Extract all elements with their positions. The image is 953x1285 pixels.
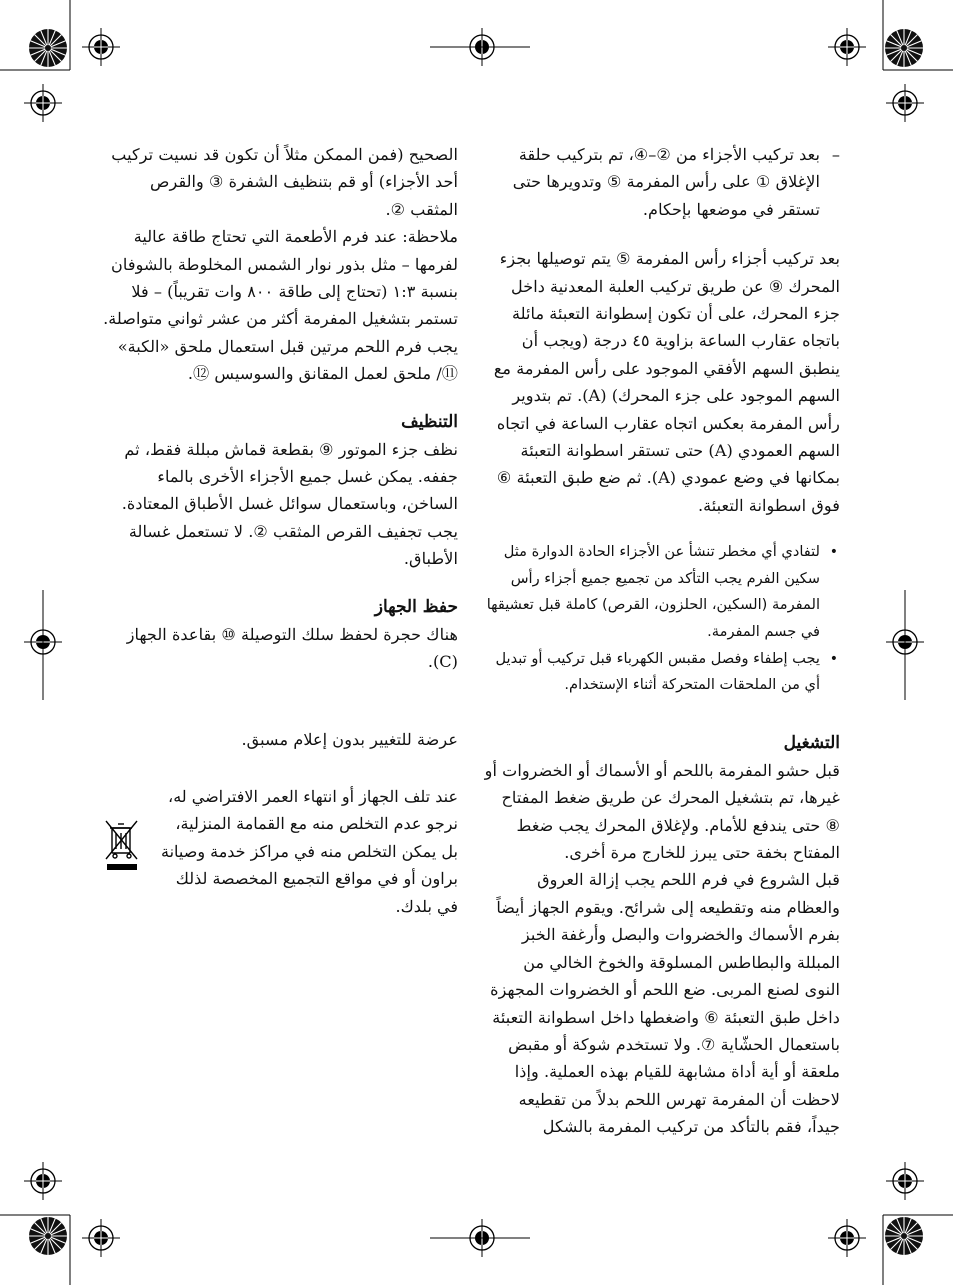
crossed-out-wheelie-bin-icon bbox=[104, 819, 140, 873]
operation-paragraph-1: قبل حشو المفرمة باللحم أو الأسماك أو الخضروات أو غيرها، تم بتشغيل المحرك عن طريق ضغط المفتاح ⑧ حتى يندفع للأمام. ولإغلاق المحرك يجب ضغط المفتاح بخفة حتى يبرز للخارج مرة أخرى. bbox=[484, 760, 840, 863]
note-paragraph: ملاحظة: عند فرم الأطعمة التي تحتاج طاقة عالية لفرمها – مثل بذور نوار الشمس المخلوطة بالشوفان بنسبة ١:٣ (تحتاج إلى طاقة ٨٠٠ وات تقريباً) – فلا تستمر بتشغيل المفرمة أكثر من عشر ثواني متواصلة. bbox=[103, 227, 458, 329]
assembly-step-text: بعد تركيب الأجزاء من ②–④، تم بتركيب حلقة الإغلاق ① على رأس المفرمة ⑤ وتدويرها حتى تستقر في موضعها بإحكام. bbox=[512, 145, 820, 219]
operation-heading: التشغيل bbox=[783, 732, 840, 753]
assembly-step-item bbox=[484, 141, 840, 223]
assembly-paragraph: بعد تركيب أجزاء رأس المفرمة ⑤ يتم توصيلها بجزء المحرك ⑨ عن طريق تركيب العلبة المعدنية داخل جزء المحرك، على أن تكون إسطوانة التعبئة مائلة باتجاه عقارب الساعة بزاوية ٤٥ درجة (ويجب أن ينطبق السهم الأفقي الموجود على رأس المفرمة مع السهم الموجود على جزء المحرك) (A). تم بتدوير رأس المفرمة بعكس اتجاه عقارب الساعة في اتجاه السهم العمودي (A) حتى تستقر اسطوانة التعبئة بمكانها في وضع عمودي (A). ثم ضع طبق التعبئة ⑥ فوق اسطوانة التعبئة. bbox=[493, 249, 840, 515]
storage-paragraph: هناك حجرة لحفظ سلك التوصيلة ⑩ بقاعدة الجهاز (C). bbox=[126, 624, 458, 672]
list-item: • لتفادي أي مخطر تنشأ عن الأجزاء الحادة الدوارة مثل سكين الفرم يجب التأكد من تجميع جميع أجزاء رأس المفرمة (السكين، الحلزون، القرص) كاملة قبل تعشيقها في جسم المفرمة. bbox=[484, 539, 820, 645]
kebbe-paragraph: يجب فرم اللحم مرتين قبل استعمال ملحق «الكبة» ⑪/ ملحق لعمل المقانق والسوسيس ⑫. bbox=[117, 336, 458, 384]
list-dash: – bbox=[831, 145, 840, 164]
left-column bbox=[100, 141, 458, 753]
disposal-notice bbox=[100, 783, 458, 916]
operation-paragraph-2: قبل الشروع في فرم اللحم يجب إزالة العروق والعظام منه وتقطيعه إلى شرائح. ويقوم الجهاز أيضاً بفرم الأسماك والخضروات والبصل وأرغفة الخبز المبللة والبطاطس المسلوقة والخوخ الخالي من النوى لصنع المربى. ضع اللحم أو الخضروات المجهزة داخل طبق التعبئة ⑥ واضغطها داخل اسطوانة التعبئة باستعمال الحشّاية ⑦. ولا تستخدم شوكة أو مقبض ملعقة أو أية أداة مشابهة للقيام بهذه العملية. وإذا لاحظت أن المفرمة تهرس اللحم بدلاً من تقطيعه جيداً، فقم بالتأكد من تركيب المفرمة بالشكل bbox=[490, 870, 840, 1137]
storage-heading: حفظ الجهاز bbox=[374, 596, 458, 617]
continuation-paragraph: الصحيح (فمن الممكن مثلاً أن تكون قد نسيت تركيب أحد الأجزاء) أو قم بتنظيف الشفرة ③ والقرص المثقب ②. bbox=[111, 145, 458, 219]
list-item: • يجب إطفاء وفصل مقبس الكهرباء قبل تركيب أو تبديل أي من الملحقات المتحركة أثناء الإستخدام. bbox=[484, 646, 820, 699]
right-column bbox=[484, 141, 840, 1141]
disposal-text: عند تلف الجهاز أو انتهاء العمر الافتراضي له، نرجو عدم التخلص منه مع القمامة المنزلية، بل يمكن التخلص منه في مراكز خدمة وصيانة براون أو في مواقع التجميع المخصصة لذلك في بلدك. bbox=[161, 787, 458, 916]
cleaning-paragraph: نظف جزء الموتور ⑨ بقطعة قماش مبللة فقط، ثم جففه. يمكن غسل جميع الأجزاء الأخرى بالماء الساخن، وباستعمال سوائل غسل الأطباق المعتادة. يجب تجفيف القرص المثقب ②. لا تستعمل غسالة الأطباق. bbox=[121, 439, 458, 569]
safety-bullet-list bbox=[484, 539, 840, 699]
change-notice: عرضة للتغيير بدون إعلام مسبق. bbox=[241, 729, 458, 749]
cleaning-heading: التنظيف bbox=[401, 411, 458, 432]
